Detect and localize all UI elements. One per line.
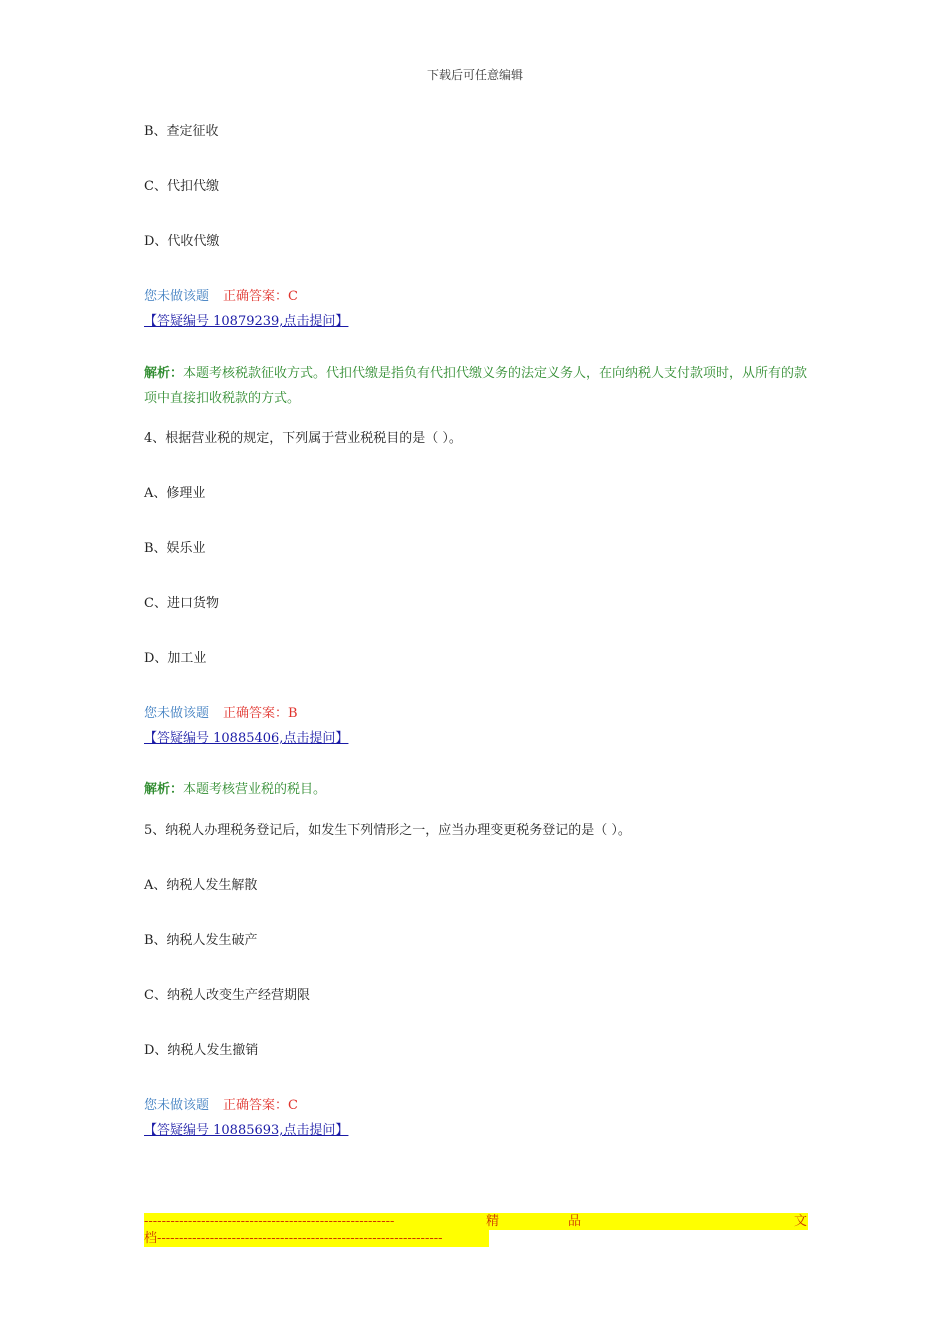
answer-line [144,285,298,304]
answer-status: 您未做该题 [144,706,210,721]
analysis [144,361,809,411]
answer-line [144,702,298,721]
correct-answer: 正确答案：C [223,1098,298,1113]
option-d: D、代收代缴 [144,234,220,249]
ask-question-link[interactable]: 【答疑编号 10885406,点击提问】 [144,731,349,746]
option-a: A、纳税人发生解散 [144,878,258,893]
option-b: B、纳税人发生破产 [144,933,258,948]
analysis [144,777,809,802]
option-c: C、代扣代缴 [144,179,219,194]
ask-question-link[interactable]: 【答疑编号 10885693,点击提问】 [144,1123,349,1138]
answer-status: 您未做该题 [144,289,210,304]
correct-answer: 正确答案：B [223,706,298,721]
footer-char-pin: 品 [568,1214,582,1229]
question-text: 5、纳税人办理税务登记后，如发生下列情形之一，应当办理变更税务登记的是（ ）。 [144,823,631,838]
option-d: D、纳税人发生撤销 [144,1043,259,1058]
option-a: A、修理业 [144,486,206,501]
footer-banner-line2: 档----------------------------------------------------------------- [144,1230,489,1247]
ask-question-link[interactable]: 【答疑编号 10879239,点击提问】 [144,314,349,329]
option-c: C、纳税人改变生产经营期限 [144,988,310,1003]
analysis-label: 解析： [144,366,184,381]
analysis-label: 解析： [144,782,184,797]
footer-dashes: --------------------------------------------------------- [144,1214,395,1229]
analysis-text: 本题考核税款征收方式。代扣代缴是指负有代扣代缴义务的法定义务人，在向纳税人支付款项时，从所有的款项中直接扣收税款的方式。 [144,366,808,406]
footer-char-wen: 文 [794,1214,808,1229]
page-header: 下载后可任意编辑 [426,68,523,82]
footer-banner-line1 [144,1213,808,1230]
option-c: C、进口货物 [144,596,219,611]
correct-answer: 正确答案：C [223,289,298,304]
answer-status: 您未做该题 [144,1098,210,1113]
analysis-text: 本题考核营业税的税目。 [183,782,327,797]
option-b: B、娱乐业 [144,541,206,556]
footer-char-jing: 精 [486,1214,500,1229]
question-text: 4、根据营业税的规定，下列属于营业税税目的是（ ）。 [144,431,462,446]
option-d: D、加工业 [144,651,207,666]
answer-line [144,1094,298,1113]
option-b: B、查定征收 [144,124,219,139]
